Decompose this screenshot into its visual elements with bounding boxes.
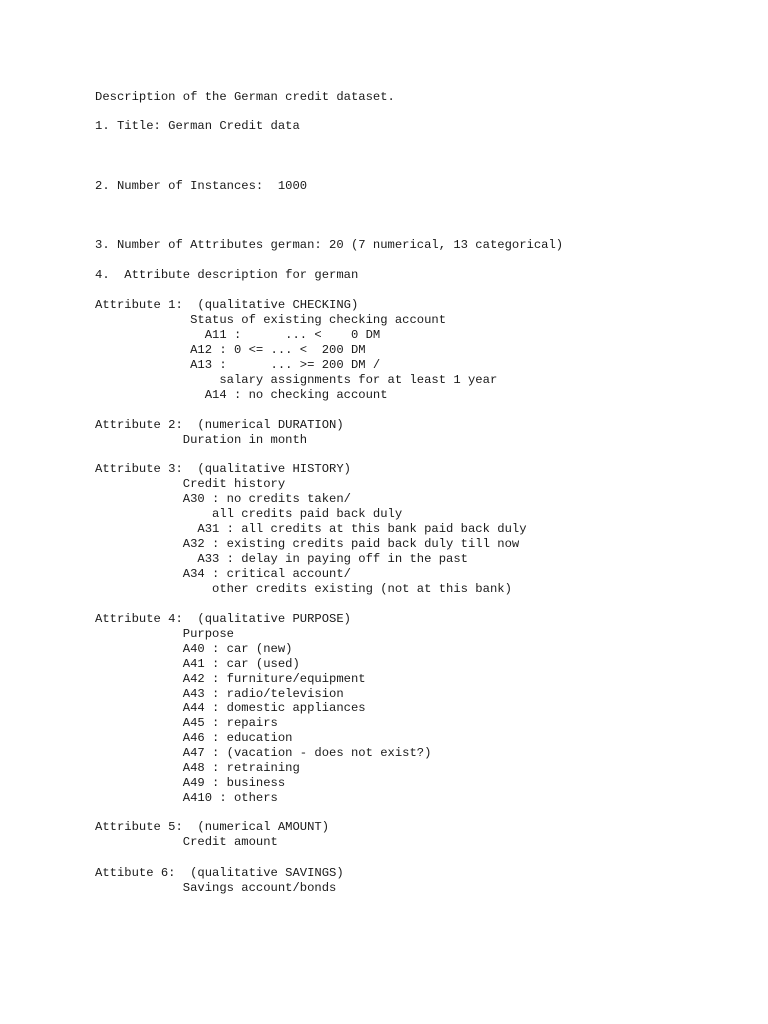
attribute-4-line: A43 : radio/television (95, 687, 344, 701)
attribute-5-heading: Attribute 5: (numerical AMOUNT) (95, 820, 330, 834)
attribute-3-line: Credit history (95, 477, 286, 491)
attribute-3-line: A32 : existing credits paid back duly till now (95, 537, 520, 551)
attribute-4-line: A40 : car (new) (95, 642, 293, 656)
attribute-6-heading: Attibute 6: (qualitative SAVINGS) (95, 866, 344, 880)
attribute-6-line: Savings account/bonds (95, 881, 337, 895)
attribute-2-heading: Attribute 2: (numerical DURATION) (95, 418, 344, 432)
attribute-3-line: A34 : critical account/ (95, 567, 351, 581)
attribute-4-line: A46 : education (95, 731, 293, 745)
attribute-4-heading: Attribute 4: (qualitative PURPOSE) (95, 612, 351, 626)
attribute-3-line: other credits existing (not at this bank) (95, 582, 512, 596)
attribute-description-heading: 4. Attribute description for german (95, 268, 359, 282)
attribute-4-line: Purpose (95, 627, 234, 641)
attribute-1-line: Status of existing checking account (95, 313, 447, 327)
attribute-4-line: A49 : business (95, 776, 286, 790)
attribute-1-line: A11 : ... < 0 DM (95, 328, 381, 342)
attribute-4-line: A45 : repairs (95, 716, 278, 730)
document-heading: Description of the German credit dataset. (95, 90, 395, 104)
attribute-4-line: A42 : furniture/equipment (95, 672, 366, 686)
instances-line: 2. Number of Instances: 1000 (95, 179, 308, 193)
attribute-1-line: A13 : ... >= 200 DM / (95, 358, 381, 372)
attribute-2-line: Duration in month (95, 433, 308, 447)
attribute-1-heading: Attribute 1: (qualitative CHECKING) (95, 298, 359, 312)
attribute-count-line: 3. Number of Attributes german: 20 (7 numerical, 13 categorical) (95, 238, 564, 252)
attribute-1-line: salary assignments for at least 1 year (95, 373, 498, 387)
attribute-4-line: A410 : others (95, 791, 278, 805)
attribute-5-line: Credit amount (95, 835, 278, 849)
attribute-3-line: all credits paid back duly (95, 507, 403, 521)
attribute-4-line: A47 : (vacation - does not exist?) (95, 746, 432, 760)
attribute-3-line: A31 : all credits at this bank paid back duly (95, 522, 527, 536)
attribute-1-line: A12 : 0 <= ... < 200 DM (95, 343, 366, 357)
attribute-4-line: A48 : retraining (95, 761, 300, 775)
attribute-3-heading: Attribute 3: (qualitative HISTORY) (95, 462, 351, 476)
title-line: 1. Title: German Credit data (95, 119, 300, 133)
attribute-3-line: A33 : delay in paying off in the past (95, 552, 468, 566)
attribute-4-line: A44 : domestic appliances (95, 701, 366, 715)
attribute-3-line: A30 : no credits taken/ (95, 492, 351, 506)
attribute-4-line: A41 : car (used) (95, 657, 300, 671)
attribute-1-line: A14 : no checking account (95, 388, 388, 402)
